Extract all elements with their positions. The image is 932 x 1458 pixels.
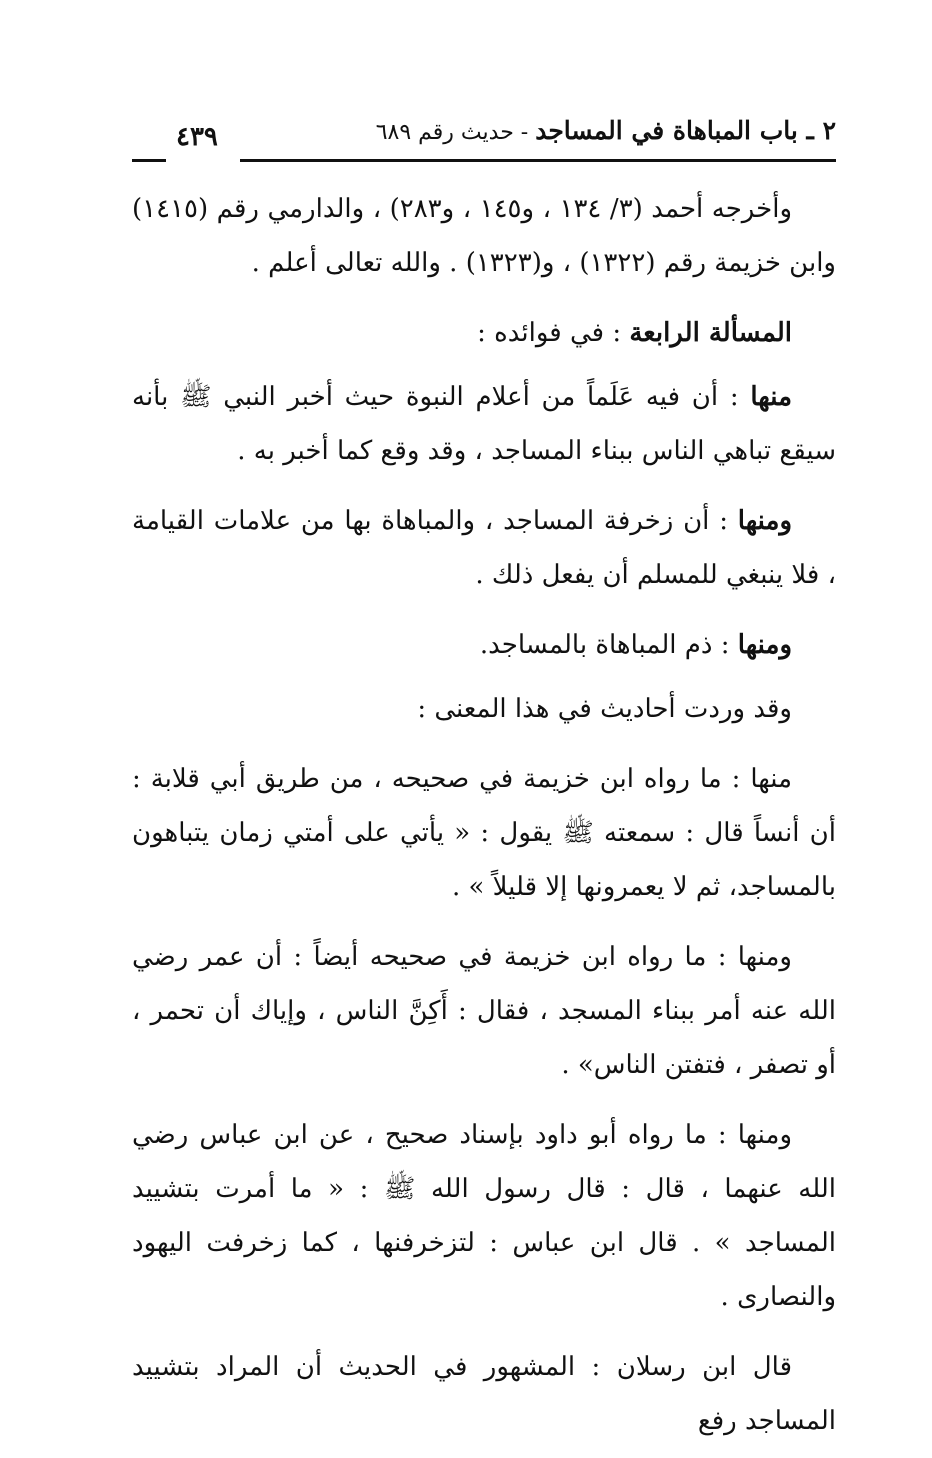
section-title: المسألة الرابعة — [629, 318, 792, 348]
header-rule — [240, 159, 836, 162]
paragraph: ومنها : ما رواه ابن خزيمة في صحيحه أيضاً : أن عمر رضي الله عنه أمر ببناء المسجد ، فقال : أَكِنَّ الناس ، وإياك أن تحمر ، أو تصفر ، فتفتن الناس» . — [132, 942, 836, 1080]
page-body — [132, 182, 836, 1458]
page-number-dash — [132, 159, 166, 162]
page-number: ٤٣٩ — [176, 122, 218, 152]
paragraph: وقد وردت أحاديث في هذا المعنى : — [417, 694, 792, 724]
chapter-title: ٢ ـ باب المباهاة في المساجد — [535, 116, 836, 145]
paragraph: قال ابن رسلان : المشهور في الحديث أن المراد بتشييد المساجد رفع — [132, 1352, 836, 1436]
paragraph: منها : أن فيه عَلَماً من أعلام النبوة حيث أخبر النبي ﷺ بأنه سيقع تباهي الناس ببناء المساجد ، وقد وقع كما أخبر به . — [132, 382, 836, 466]
chapter-heading — [376, 116, 836, 145]
section-heading: المسألة الرابعة : في فوائده : — [477, 318, 792, 348]
hadith-number: - حديث رقم ٦٨٩ — [375, 120, 536, 145]
page-header — [132, 112, 836, 162]
paragraph: منها : ما رواه ابن خزيمة في صحيحه ، من طريق أبي قلابة : أن أنساً قال : سمعته ﷺ يقول : « يأتي على أمتي زمان يتباهون بالمساجد، ثم لا يعمرونها إلا قليلاً » . — [132, 764, 836, 902]
paragraph: وأخرجه أحمد (٣/ ١٣٤ ، و١٤٥ ، و٢٨٣) ، والدارمي رقم (١٤١٥) وابن خزيمة رقم (١٣٢٢) ، و(١٣٢٣) . والله تعالى أعلم . — [132, 194, 836, 278]
paragraph: ومنها : أن زخرفة المساجد ، والمباهاة بها من علامات القيامة ، فلا ينبغي للمسلم أن يفعل ذلك . — [132, 506, 836, 590]
paragraph: ومنها : ما رواه أبو داود بإسناد صحيح ، عن ابن عباس رضي الله عنهما ، قال : قال رسول الله ﷺ : « ما أمرت بتشييد المساجد » . قال ابن عباس : لتزخرفنها ، كما زخرفت اليهود والنصارى . — [132, 1120, 836, 1312]
paragraph: ومنها : ذم المباهاة بالمساجد. — [479, 630, 792, 660]
